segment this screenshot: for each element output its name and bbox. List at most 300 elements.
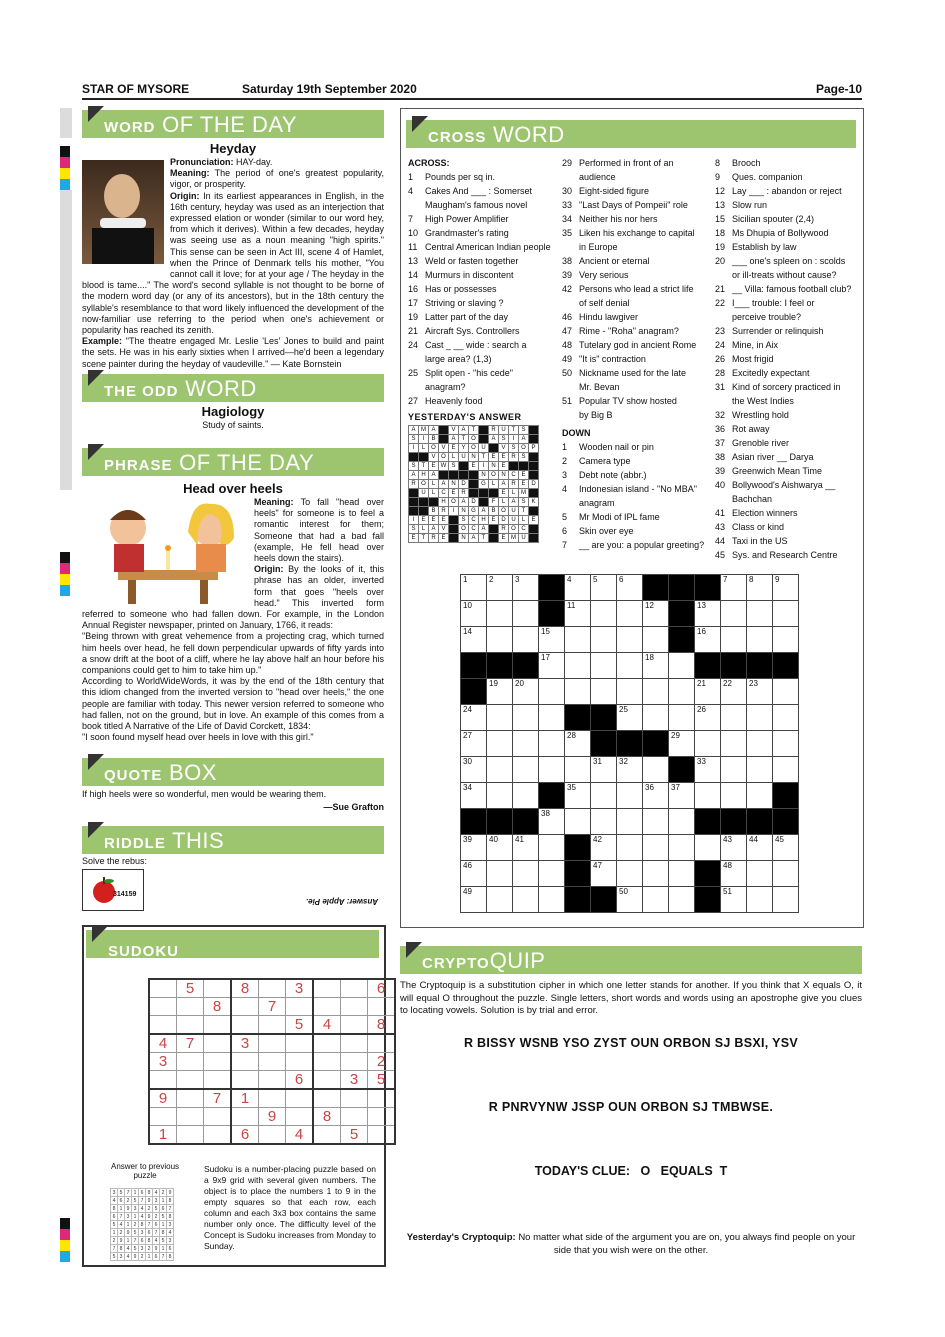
answer-cell: 7 bbox=[153, 1229, 160, 1237]
odd-word-def: Study of saints. bbox=[202, 420, 264, 430]
sudoku-cell[interactable] bbox=[149, 1108, 177, 1126]
crossword-cell[interactable]: 47 bbox=[591, 861, 617, 887]
sudoku-cell[interactable] bbox=[313, 1071, 341, 1090]
crossword-cell[interactable] bbox=[721, 731, 747, 757]
answer-cell: N bbox=[459, 534, 469, 543]
crossword-cell[interactable] bbox=[513, 783, 539, 809]
answer-cell bbox=[529, 462, 539, 471]
crossword-cell[interactable]: 42 bbox=[591, 835, 617, 861]
crossword-cell[interactable]: 3 bbox=[513, 575, 539, 601]
clue-item: 25 Split open - "his cede" bbox=[408, 368, 513, 378]
sudoku-cell[interactable] bbox=[286, 1034, 314, 1053]
answer-cell bbox=[529, 525, 539, 534]
clue-item: 50 Nickname used for the late bbox=[562, 368, 687, 378]
sudoku-cell[interactable] bbox=[368, 1126, 396, 1145]
sudoku-cell[interactable] bbox=[231, 1071, 259, 1090]
answer-cell: V bbox=[449, 426, 459, 435]
crossword-cell[interactable] bbox=[721, 601, 747, 627]
sudoku-cell[interactable] bbox=[204, 1108, 232, 1126]
crossword-cell[interactable]: 19 bbox=[487, 679, 513, 705]
clue-item: 29 Performed in front of an bbox=[562, 158, 674, 168]
crossword-cell[interactable] bbox=[695, 835, 721, 861]
clue-item: 4 Cakes And ___ : Somerset bbox=[408, 186, 533, 196]
crossword-cell[interactable] bbox=[617, 679, 643, 705]
crossword-cell[interactable] bbox=[513, 601, 539, 627]
crossword-cell[interactable]: 9 bbox=[773, 575, 799, 601]
crossword-cell[interactable]: 15 bbox=[539, 627, 565, 653]
sudoku-cell[interactable] bbox=[149, 998, 177, 1016]
answer-cell: O bbox=[419, 480, 429, 489]
crossword-cell[interactable] bbox=[669, 835, 695, 861]
sudoku-cell[interactable] bbox=[286, 1089, 314, 1108]
crossword-cell[interactable]: 16 bbox=[695, 627, 721, 653]
clue-item: 39 Very serious bbox=[562, 270, 629, 280]
crossword-cell[interactable] bbox=[565, 627, 591, 653]
crossword-cell[interactable]: 26 bbox=[695, 705, 721, 731]
sudoku-cell[interactable] bbox=[259, 1126, 286, 1145]
crossword-cell[interactable] bbox=[513, 887, 539, 913]
crossword-cell[interactable] bbox=[591, 679, 617, 705]
sudoku-cell[interactable]: 8 bbox=[204, 998, 232, 1016]
sudoku-cell[interactable]: 9 bbox=[149, 1089, 177, 1108]
crossword-cell[interactable] bbox=[487, 783, 513, 809]
black-square bbox=[461, 679, 487, 705]
crossword-cell[interactable]: 41 bbox=[513, 835, 539, 861]
answer-cell: E bbox=[439, 516, 449, 525]
answer-cell: I bbox=[479, 462, 489, 471]
crossword-cell[interactable] bbox=[617, 783, 643, 809]
crossword-cell[interactable]: 37 bbox=[669, 783, 695, 809]
crossword-cell[interactable]: 2 bbox=[487, 575, 513, 601]
sudoku-cell[interactable] bbox=[149, 1071, 177, 1090]
crossword-cell[interactable] bbox=[513, 757, 539, 783]
clue-item: 4 Indonesian island - "No MBA" bbox=[562, 484, 697, 494]
crossword-cell[interactable] bbox=[643, 809, 669, 835]
sudoku-cell[interactable]: 5 bbox=[286, 1016, 314, 1035]
crossword-cell[interactable]: 35 bbox=[565, 783, 591, 809]
crossword-cell[interactable] bbox=[591, 809, 617, 835]
answer-cell bbox=[449, 471, 459, 480]
sudoku-cell[interactable] bbox=[313, 998, 341, 1016]
sudoku-cell[interactable]: 3 bbox=[341, 1071, 368, 1090]
answer-cell: L bbox=[519, 516, 529, 525]
sudoku-cell[interactable]: 3 bbox=[286, 979, 314, 998]
crossword-cell[interactable] bbox=[747, 783, 773, 809]
crossword-cell[interactable]: 45 bbox=[773, 835, 799, 861]
crossword-cell[interactable] bbox=[643, 757, 669, 783]
answer-cell: 2 bbox=[153, 1213, 160, 1221]
crossword-cell[interactable]: 23 bbox=[747, 679, 773, 705]
sudoku-cell[interactable]: 2 bbox=[368, 1053, 396, 1071]
answer-cell: N bbox=[489, 462, 499, 471]
crossword-cell[interactable] bbox=[669, 653, 695, 679]
margin-bar bbox=[60, 108, 72, 138]
answer-cell: B bbox=[429, 435, 439, 444]
sudoku-cell[interactable] bbox=[286, 1053, 314, 1071]
crossword-cell[interactable] bbox=[617, 653, 643, 679]
crossword-cell[interactable] bbox=[773, 887, 799, 913]
answer-cell: E bbox=[529, 516, 539, 525]
crossword-cell[interactable]: 27 bbox=[461, 731, 487, 757]
answer-cell: 8 bbox=[139, 1221, 146, 1229]
crossword-cell[interactable]: 24 bbox=[461, 705, 487, 731]
crossword-cell[interactable]: 39 bbox=[461, 835, 487, 861]
answer-cell: 5 bbox=[132, 1229, 139, 1237]
answer-cell: A bbox=[499, 480, 509, 489]
answer-cell: S bbox=[409, 462, 419, 471]
crossword-cell[interactable]: 32 bbox=[617, 757, 643, 783]
crossword-cell[interactable] bbox=[513, 627, 539, 653]
crossword-cell[interactable] bbox=[487, 627, 513, 653]
crossword-cell[interactable] bbox=[747, 627, 773, 653]
crossword-cell[interactable]: 22 bbox=[721, 679, 747, 705]
sudoku-cell[interactable] bbox=[313, 1126, 341, 1145]
sudoku-cell[interactable] bbox=[177, 1089, 204, 1108]
sudoku-cell[interactable] bbox=[341, 1089, 368, 1108]
answer-cell: A bbox=[479, 507, 489, 516]
sudoku-cell[interactable]: 1 bbox=[231, 1089, 259, 1108]
crossword-cell[interactable] bbox=[591, 601, 617, 627]
crossword-cell[interactable]: 12 bbox=[643, 601, 669, 627]
sudoku-cell[interactable]: 7 bbox=[177, 1034, 204, 1053]
sudoku-cell[interactable] bbox=[313, 1053, 341, 1071]
sudoku-cell[interactable]: 3 bbox=[149, 1053, 177, 1071]
answer-cell: 7 bbox=[111, 1245, 118, 1253]
crossword-cell[interactable]: 25 bbox=[617, 705, 643, 731]
sudoku-cell[interactable] bbox=[313, 1034, 341, 1053]
phrase-title: Head over heels bbox=[183, 481, 283, 496]
answer-cell: A bbox=[489, 435, 499, 444]
crossword-cell[interactable]: 4 bbox=[565, 575, 591, 601]
answer-cell bbox=[449, 525, 459, 534]
crossword-cell[interactable] bbox=[643, 835, 669, 861]
sudoku-cell[interactable] bbox=[259, 1089, 286, 1108]
sudoku-cell[interactable] bbox=[204, 1016, 232, 1035]
crossword-cell[interactable] bbox=[565, 679, 591, 705]
crossword-cell[interactable] bbox=[773, 627, 799, 653]
sudoku-cell[interactable] bbox=[177, 1053, 204, 1071]
sudoku-cell[interactable] bbox=[341, 1016, 368, 1035]
crossword-cell[interactable]: 46 bbox=[461, 861, 487, 887]
crossword-cell[interactable] bbox=[513, 861, 539, 887]
sudoku-cell[interactable]: 5 bbox=[368, 1071, 396, 1090]
crossword-cell[interactable] bbox=[591, 627, 617, 653]
sudoku-cell[interactable] bbox=[259, 1034, 286, 1053]
crossword-cell[interactable]: 43 bbox=[721, 835, 747, 861]
sudoku-cell[interactable]: 7 bbox=[259, 998, 286, 1016]
answer-cell: O bbox=[459, 525, 469, 534]
sudoku-cell[interactable]: 4 bbox=[286, 1126, 314, 1145]
crossword-cell[interactable]: 1 bbox=[461, 575, 487, 601]
sudoku-cell[interactable] bbox=[341, 1053, 368, 1071]
sudoku-cell[interactable] bbox=[341, 998, 368, 1016]
odd-word: Hagiology bbox=[201, 404, 265, 419]
crossword-cell[interactable] bbox=[513, 705, 539, 731]
crossword-cell[interactable] bbox=[591, 653, 617, 679]
answer-cell: 5 bbox=[118, 1189, 125, 1197]
clue-item: 15 Sicilian spouter (2,4) bbox=[715, 214, 815, 224]
crossword-cell[interactable] bbox=[487, 705, 513, 731]
sudoku-cell[interactable] bbox=[341, 1108, 368, 1126]
issue-date: Saturday 19th September 2020 bbox=[242, 82, 417, 96]
answer-cell: 7 bbox=[160, 1253, 167, 1261]
answer-cell bbox=[529, 507, 539, 516]
crossword-cell[interactable]: 13 bbox=[695, 601, 721, 627]
sudoku-cell[interactable]: 7 bbox=[204, 1089, 232, 1108]
sudoku-cell[interactable]: 4 bbox=[149, 1034, 177, 1053]
crossword-cell[interactable] bbox=[539, 887, 565, 913]
answer-cell: E bbox=[499, 462, 509, 471]
sudoku-cell[interactable] bbox=[149, 1016, 177, 1035]
crossword-cell[interactable]: 34 bbox=[461, 783, 487, 809]
answer-cell: H bbox=[439, 498, 449, 507]
sudoku-cell[interactable] bbox=[177, 1126, 204, 1145]
sudoku-cell[interactable]: 6 bbox=[231, 1126, 259, 1145]
crossword-cell[interactable] bbox=[773, 601, 799, 627]
crossword-cell[interactable] bbox=[773, 757, 799, 783]
crossword-cell[interactable] bbox=[617, 601, 643, 627]
crossword-cell[interactable]: 38 bbox=[539, 809, 565, 835]
clue-item: 10 Grandmaster's rating bbox=[408, 228, 509, 238]
crossword-cell[interactable] bbox=[669, 861, 695, 887]
sudoku-cell[interactable] bbox=[231, 998, 259, 1016]
sudoku-cell[interactable] bbox=[259, 979, 286, 998]
answer-cell bbox=[449, 534, 459, 543]
crossword-cell[interactable] bbox=[487, 731, 513, 757]
sudoku-cell[interactable] bbox=[204, 979, 232, 998]
crossword-cell[interactable]: 10 bbox=[461, 601, 487, 627]
black-square bbox=[565, 835, 591, 861]
sudoku-cell[interactable]: 5 bbox=[177, 979, 204, 998]
crossword-cell[interactable] bbox=[747, 731, 773, 757]
clue-item: 3 Debt note (abbr.) bbox=[562, 470, 647, 480]
crossword-cell[interactable] bbox=[773, 861, 799, 887]
crossword-cell[interactable] bbox=[643, 705, 669, 731]
crossword-cell[interactable] bbox=[617, 861, 643, 887]
crossword-cell[interactable]: 31 bbox=[591, 757, 617, 783]
sudoku-cell[interactable] bbox=[231, 1108, 259, 1126]
answer-cell: 3 bbox=[125, 1213, 132, 1221]
crossword-cell[interactable] bbox=[695, 783, 721, 809]
crossword-cell[interactable]: 44 bbox=[747, 835, 773, 861]
clue-item: 33 "Last Days of Pompeii" role bbox=[562, 200, 688, 210]
sudoku-cell[interactable]: 9 bbox=[259, 1108, 286, 1126]
sudoku-cell[interactable] bbox=[259, 1071, 286, 1090]
sudoku-cell[interactable] bbox=[149, 979, 177, 998]
crossword-cell[interactable] bbox=[487, 601, 513, 627]
crossword-cell[interactable]: 17 bbox=[539, 653, 565, 679]
crossword-cell[interactable] bbox=[747, 861, 773, 887]
crossword-cell[interactable]: 48 bbox=[721, 861, 747, 887]
sudoku-cell[interactable]: 8 bbox=[231, 979, 259, 998]
crossword-cell[interactable]: 7 bbox=[721, 575, 747, 601]
sudoku-cell[interactable] bbox=[368, 1108, 396, 1126]
answer-cell: A bbox=[409, 426, 419, 435]
sudoku-cell[interactable] bbox=[368, 1089, 396, 1108]
crossword-cell[interactable] bbox=[773, 731, 799, 757]
crossword-cell[interactable] bbox=[747, 757, 773, 783]
answer-cell: 6 bbox=[139, 1237, 146, 1245]
sudoku-cell[interactable]: 3 bbox=[231, 1034, 259, 1053]
crossword-cell[interactable] bbox=[747, 705, 773, 731]
crossword-cell[interactable]: 5 bbox=[591, 575, 617, 601]
crossword-cell[interactable]: 40 bbox=[487, 835, 513, 861]
sudoku-cell[interactable] bbox=[231, 1016, 259, 1035]
crossword-cell[interactable] bbox=[669, 679, 695, 705]
crossword-cell[interactable] bbox=[643, 679, 669, 705]
sudoku-cell[interactable] bbox=[341, 1034, 368, 1053]
crossword-cell[interactable]: 18 bbox=[643, 653, 669, 679]
crossword-cell[interactable]: 49 bbox=[461, 887, 487, 913]
answer-cell: E bbox=[449, 489, 459, 498]
crossword-cell[interactable] bbox=[539, 861, 565, 887]
sudoku-cell[interactable]: 6 bbox=[286, 1071, 314, 1090]
crossword-cell[interactable] bbox=[513, 731, 539, 757]
clue-item: 12 Lay ___ : abandon or reject bbox=[715, 186, 842, 196]
sudoku-cell[interactable] bbox=[286, 998, 314, 1016]
crossword-cell[interactable] bbox=[643, 627, 669, 653]
sudoku-cell[interactable] bbox=[259, 1053, 286, 1071]
clue-item: 1 Pounds per sq in. bbox=[408, 172, 496, 182]
black-square bbox=[539, 783, 565, 809]
crossword-cell[interactable]: 6 bbox=[617, 575, 643, 601]
crossword-cell[interactable] bbox=[643, 861, 669, 887]
crossword-cell[interactable] bbox=[669, 887, 695, 913]
sudoku-cell[interactable]: 8 bbox=[368, 1016, 396, 1035]
sudoku-cell[interactable]: 1 bbox=[149, 1126, 177, 1145]
answer-cell: L bbox=[429, 489, 439, 498]
clue-item: 21 Aircraft Sys. Controllers bbox=[408, 326, 520, 336]
sudoku-cell[interactable] bbox=[204, 1126, 232, 1145]
crossword-cell[interactable]: 50 bbox=[617, 887, 643, 913]
crossword-cell[interactable] bbox=[487, 887, 513, 913]
crossword-cell[interactable]: 20 bbox=[513, 679, 539, 705]
crossword-cell[interactable]: 14 bbox=[461, 627, 487, 653]
crossword-cell[interactable] bbox=[539, 731, 565, 757]
crossword-cell[interactable] bbox=[487, 861, 513, 887]
answer-cell bbox=[509, 462, 519, 471]
black-square bbox=[487, 809, 513, 835]
clue-item: 19 Latter part of the day bbox=[408, 312, 509, 322]
down-clues bbox=[715, 156, 860, 562]
clue-item: Bachchan bbox=[732, 494, 773, 504]
sudoku-cell[interactable] bbox=[286, 1108, 314, 1126]
answer-cell: B bbox=[489, 507, 499, 516]
crossword-cell[interactable] bbox=[539, 705, 565, 731]
sudoku-desc: Sudoku is a number-placing puzzle based on a 9x9 grid with several given numbers. The object is to place the numbers 1 to 9 in the empty squares so that each row, each column and each 3x3 box contains the same number only once. The difficulty level of the Concept is Sudoku increases from Monday to Sunday. bbox=[204, 1164, 376, 1251]
crossword-cell[interactable] bbox=[695, 731, 721, 757]
answer-cell: L bbox=[499, 498, 509, 507]
sudoku-cell[interactable] bbox=[313, 1089, 341, 1108]
black-square bbox=[695, 575, 721, 601]
answer-cell: S bbox=[409, 525, 419, 534]
answer-cell: 8 bbox=[167, 1253, 174, 1261]
crossword-cell[interactable]: 21 bbox=[695, 679, 721, 705]
crossword-cell[interactable] bbox=[721, 783, 747, 809]
answer-cell: A bbox=[429, 471, 439, 480]
crossword-cell[interactable] bbox=[747, 601, 773, 627]
potd-text: Meaning: To fall "head over heels" for someone is to feel a romantic interest for them; Someone that had a bad fall (example, He fell head over heels down the stairs). Origin: By the looks of it, this phrase has an older, inverted form that goes "heels over head." This inverted form referred to someone who had fallen down. For example, in the London Annual Register newspaper, printed on January, 1766, it reads: "Being thrown with great vehemence from a projecting crag, which turned him heels over head, he fell down perpendicular upwards of fifty yards into a snow drift at the boot of a cliff, where he lay above half an hour before his companions could get to him to take him up." According to WorldWideWords, it was by the end of the 18th century that this idiom changed from the inverted version to "head over heels," the one people are familiar with today. This newer version referred to someone who had fallen, not on the ground, but in love. An example of this comes from a book titled A Narrative of the Life of David Corckett, 1834: "I soon found myself head over heels in love with this girl." bbox=[82, 497, 384, 743]
sudoku-cell[interactable] bbox=[177, 1108, 204, 1126]
crossword-cell[interactable] bbox=[565, 757, 591, 783]
crossword-cell[interactable] bbox=[565, 653, 591, 679]
sudoku-cell[interactable]: 5 bbox=[341, 1126, 368, 1145]
crossword-cell[interactable] bbox=[617, 835, 643, 861]
clue-item: 39 Greenwich Mean Time bbox=[715, 466, 823, 476]
sudoku-cell[interactable]: 8 bbox=[313, 1108, 341, 1126]
crossword-cell[interactable] bbox=[721, 627, 747, 653]
crossword-cell[interactable]: 29 bbox=[669, 731, 695, 757]
answer-cell: K bbox=[529, 498, 539, 507]
answer-cell: A bbox=[519, 435, 529, 444]
crossword-cell[interactable] bbox=[539, 835, 565, 861]
sudoku-cell[interactable] bbox=[341, 979, 368, 998]
sudoku-cell[interactable]: 6 bbox=[368, 979, 396, 998]
answer-cell: O bbox=[499, 507, 509, 516]
crossword-cell[interactable] bbox=[669, 705, 695, 731]
clue-item: 48 Tutelary god in ancient Rome bbox=[562, 340, 697, 350]
crossword-cell[interactable]: 36 bbox=[643, 783, 669, 809]
clue-item: 42 Persons who lead a strict life bbox=[562, 284, 694, 294]
answer-cell bbox=[529, 534, 539, 543]
crossword-cell[interactable] bbox=[721, 705, 747, 731]
sudoku-cell[interactable] bbox=[177, 1016, 204, 1035]
clue-item: 11 Central American Indian people bbox=[408, 242, 551, 252]
sudoku-cell[interactable] bbox=[204, 1053, 232, 1071]
crossword-cell[interactable] bbox=[747, 887, 773, 913]
crossword-cell[interactable] bbox=[669, 809, 695, 835]
clue-item: or ill-treats without cause? bbox=[732, 270, 837, 280]
crossword-cell[interactable] bbox=[591, 783, 617, 809]
crossword-cell[interactable]: 28 bbox=[565, 731, 591, 757]
crossword-cell[interactable]: 8 bbox=[747, 575, 773, 601]
answer-cell: N bbox=[479, 471, 489, 480]
crossword-cell[interactable] bbox=[565, 809, 591, 835]
crossword-cell[interactable]: 33 bbox=[695, 757, 721, 783]
clue-item: Mr. Bevan bbox=[579, 382, 620, 392]
crossword-cell[interactable] bbox=[487, 757, 513, 783]
crossword-cell[interactable]: 51 bbox=[721, 887, 747, 913]
crossword-cell[interactable] bbox=[539, 679, 565, 705]
sudoku-cell[interactable] bbox=[204, 1071, 232, 1090]
sudoku-cell[interactable] bbox=[177, 998, 204, 1016]
crossword-cell[interactable] bbox=[539, 757, 565, 783]
answer-cell: 3 bbox=[167, 1221, 174, 1229]
crossword-cell[interactable] bbox=[617, 627, 643, 653]
crossword-cell[interactable]: 11 bbox=[565, 601, 591, 627]
crossword-cell[interactable] bbox=[643, 887, 669, 913]
answer-cell: E bbox=[519, 471, 529, 480]
sudoku-cell[interactable] bbox=[231, 1053, 259, 1071]
sudoku-cell[interactable] bbox=[259, 1016, 286, 1035]
crossword-cell[interactable] bbox=[773, 679, 799, 705]
answer-cell bbox=[439, 435, 449, 444]
crossword-cell[interactable] bbox=[721, 757, 747, 783]
sudoku-cell[interactable] bbox=[368, 998, 396, 1016]
clue-item: 51 Popular TV show hosted bbox=[562, 396, 677, 406]
sudoku-cell[interactable] bbox=[204, 1034, 232, 1053]
sudoku-cell[interactable] bbox=[177, 1071, 204, 1090]
sudoku-cell[interactable]: 4 bbox=[313, 1016, 341, 1035]
sudoku-cell[interactable] bbox=[313, 979, 341, 998]
sudoku-cell[interactable] bbox=[368, 1034, 396, 1053]
crossword-cell[interactable]: 30 bbox=[461, 757, 487, 783]
crossword-cell[interactable] bbox=[617, 809, 643, 835]
rebus-box bbox=[82, 869, 144, 911]
answer-cell: E bbox=[409, 534, 419, 543]
answer-cell: L bbox=[509, 489, 519, 498]
crossword-cell[interactable] bbox=[773, 705, 799, 731]
